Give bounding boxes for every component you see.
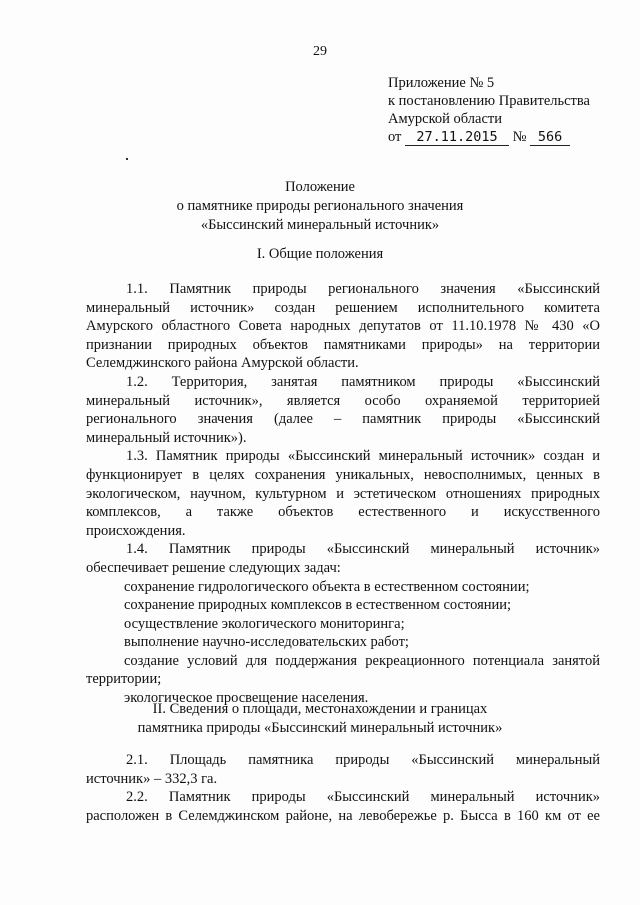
number-prefix: №	[512, 129, 527, 145]
paragraph-line: 1.3. Памятник природы «Быссинский минеральный источник» создан и	[126, 448, 600, 465]
paragraph-line: 2.2. Памятник природы «Быссинский минеральный источник»	[126, 789, 600, 806]
section-heading: I. Общие положения	[256, 246, 384, 262]
section-heading	[0, 700, 640, 738]
task-item: осуществление экологического мониторинга;	[124, 615, 405, 632]
paragraph-line: функционирует в целях сохранения уникальных, невосполнимых, ценных в	[86, 466, 600, 483]
task-item: сохранение гидрологического объекта в естественном состоянии;	[124, 578, 530, 595]
paragraph-line: 2.1. Площадь памятника природы «Быссинский минеральный	[126, 752, 600, 768]
task-item: создание условий для поддержания рекреационного потенциала занятой	[124, 652, 600, 669]
paragraph-line: признании природных объектов памятниками природы» на территории	[86, 336, 600, 353]
section2-body	[86, 751, 600, 825]
annex-block	[388, 74, 590, 146]
annex-date-line	[388, 128, 590, 146]
paragraph-line: Амурского областного Совета народных депутатов от 11.10.1978 № 430 «О	[86, 318, 600, 335]
heading-line: памятника природы «Быссинский минеральный источник»	[137, 720, 503, 736]
task-item-continued: территории;	[86, 671, 162, 688]
paragraph-line: расположен в Селемджинском районе, на левобережье р. Бысса в 160 км от ее	[86, 807, 600, 824]
paragraph-line: источник» – 332,3 га.	[86, 770, 218, 787]
paragraph-line: регионального значения (далее – памятник природы «Быссинский	[86, 411, 600, 428]
annex-line: к постановлению Правительства	[388, 93, 590, 109]
paragraph-line: экологическом, научном, культурном и эстетическом отношениях природных	[86, 485, 600, 502]
date-prefix: от	[388, 129, 402, 145]
paragraph-line: минеральный источник», является особо охраняемой территорией	[86, 392, 600, 409]
task-item: экологическое просвещение населения.	[124, 690, 369, 707]
scan-dot	[126, 158, 128, 160]
title-line: «Быссинский минеральный источник»	[200, 217, 440, 233]
annex-number: 566	[530, 130, 570, 146]
page-number: 29	[313, 44, 327, 59]
paragraph-line: комплексов, а также объектов естественного и искусственного	[86, 504, 600, 521]
document-title	[0, 178, 640, 235]
paragraph-line: Селемджинского района Амурской области.	[86, 355, 359, 372]
annex-line: Амурской области	[388, 111, 502, 127]
paragraph-line: происхождения.	[86, 522, 186, 539]
task-item: сохранение природных комплексов в естественном состоянии;	[124, 597, 512, 614]
annex-date: 27.11.2015	[405, 130, 509, 146]
heading-line: II. Сведения о площади, местонахождении и границах	[152, 701, 488, 717]
paragraph-line: минеральный источник»).	[86, 429, 247, 446]
title-line: о памятнике природы регионального значения	[176, 198, 464, 214]
paragraph-line: 1.2. Территория, занятая памятником природы «Быссинский	[126, 373, 600, 390]
paragraph-line: 1.1. Памятник природы регионального значения «Быссинский	[126, 281, 600, 297]
paragraph-line: 1.4. Памятник природы «Быссинский минеральный источник»	[126, 541, 600, 558]
section1-body	[86, 280, 600, 708]
annex-line: Приложение № 5	[388, 75, 495, 91]
paragraph-line: минеральный источник» создан решением исполнительного комитета	[86, 299, 600, 316]
paragraph-line: обеспечивает решение следующих задач:	[86, 559, 341, 576]
title-line: Положение	[285, 179, 355, 195]
task-item: выполнение научно-исследовательских работ;	[124, 634, 409, 651]
